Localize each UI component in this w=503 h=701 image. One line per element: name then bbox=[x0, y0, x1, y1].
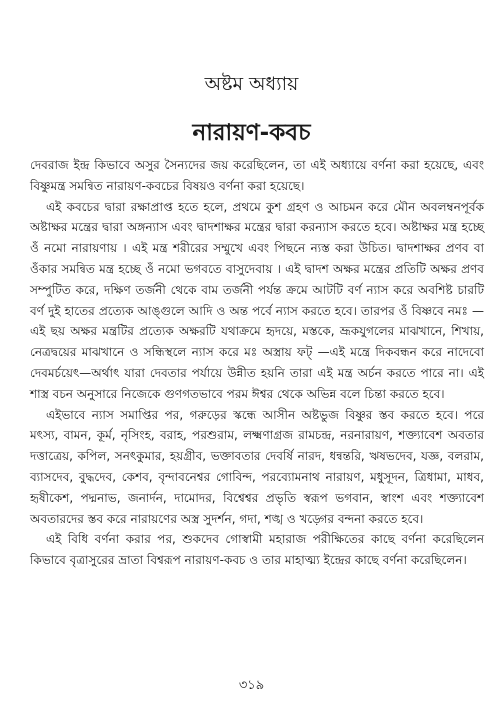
paragraph-3: এইভাবে ন্যাস সমাপ্তির পর, গরুড়ের স্কন্ধে আসীন অষ্টভুজ বিষ্ণুর স্তব করতে হবে। পরে মৎস্য, বামন, কূর্ম, নৃসিংহ, বরাহ, পরশুরাম, লক্ষ্মণাগ্রজ রামচন্দ্র, নরনারায়ণ, শক্ত্যাবেশ অবতার দত্তাত্রেয়, কপিল, সনৎকুমার, হয়গ্রীব, ভক্তাবতার দেবর্ষি নারদ, ধন্বন্তরি, ঋষভদেব, যজ্ঞ, বলরাম, ব্যাসদেব, বুদ্ধদেব, কেশব, বৃন্দাবনেশ্বর গোবিন্দ, পরব্যোমনাথ নারায়ণ, মধুসূদন, ত্রিধামা, মাধব, হৃষীকেশ, পদ্মনাভ, জনার্দন, দামোদর, বিশ্বেশ্বর প্রভৃতি স্বরূপ ভগবান, স্বাংশ এবং শক্ত্যাবেশ অবতারদের স্তব করে নারায়ণের অস্ত্র সুদর্শন, গদা, শঙ্খ ও খড়্গের বন্দনা করতে হবে। bbox=[30, 407, 484, 526]
page-number: ৩১৯ bbox=[238, 678, 265, 693]
chapter-label: অষ্টম অধ্যায় bbox=[204, 73, 299, 95]
paragraph-2: এই কবচের দ্বারা রক্ষাপ্রাপ্ত হতে হলে, প্রথমে কুশ গ্রহণ ও আচমন করে মৌন অবলম্বনপূর্বক অষ্টাক্ষর মন্ত্রের দ্বারা অঙ্গন্যাস এবং দ্বাদশাক্ষর মন্ত্রের দ্বারা করন্যাস করতে হবে। অষ্টাক্ষর মন্ত্র হচ্ছে ওঁ নমো নারায়ণায় । এই মন্ত্র শরীরের সম্মুখে এবং পিছনে ন্যস্ত করা উচিত। দ্বাদশাক্ষর প্রণব বা ওঁকার সমন্বিত মন্ত্র হচ্ছে ওঁ নমো ভগবতে বাসুদেবায় । এই দ্বাদশ অক্ষর মন্ত্রের প্রতিটি অক্ষর প্রণব সম্পুটিত করে, দক্ষিণ তর্জনী থেকে বাম তর্জনী পর্যন্ত ক্রমে আটটি বর্ণ ন্যাস করে অবশিষ্ট চারটি বর্ণ দুই হাতের প্রত্যেক আঙ্গুলে আদি ও অন্ত পর্বে ন্যাস করতে হবে। তারপর ওঁ বিষ্ণবে নমঃ —এই ছয় অক্ষর মন্ত্রটির প্রত্যেক অক্ষরটি যথাক্রমে হৃদয়ে, মস্তকে, ভ্রূকযুগলের মাঝখানে, শিখায়, নেত্রদ্বয়ের মাঝখানে ও সন্ধিস্থলে ন্যাস করে মঃ অস্ত্রায় ফট্ —এই মন্ত্রে দিকবন্ধন করে নাদেবো দেবমর্চয়েৎ—অর্থাৎ যারা দেবতার পর্যায়ে উন্নীত হয়নি তারা এই মন্ত্র অর্চন করতে পারে না। এই শাস্ত্র বচন অনুসারে নিজেকে গুণগতভাবে পরম ঈশ্বর থেকে অভিন্ন বলে চিন্তা করতে হবে। bbox=[30, 199, 484, 401]
paragraph-1: দেবরাজ ইন্দ্র কিভাবে অসুর সৈন্যদের জয় করেছিলেন, তা এই অধ্যায়ে বর্ণনা করা হয়েছে, এবং বিষ্ণুমন্ত্র সমন্বিত নারায়ণ-কবচের বিষয়ও বর্ণনা করা হয়েছে। bbox=[30, 158, 484, 193]
chapter-summary bbox=[30, 155, 484, 571]
paragraph-4: এই বিধি বর্ণনা করার পর, শুকদেব গোস্বামী মহারাজ পরীক্ষিতের কাছে বর্ণনা করেছিলেন কিভাবে বৃত্রাসুরের ভ্রাতা বিশ্বরূপ নারায়ণ-কবচ ও তার মাহাত্ম্য ইন্দ্রের কাছে বর্ণনা করেছিলেন। bbox=[30, 532, 484, 568]
chapter-title: নারায়ণ-কবচ bbox=[192, 120, 311, 146]
